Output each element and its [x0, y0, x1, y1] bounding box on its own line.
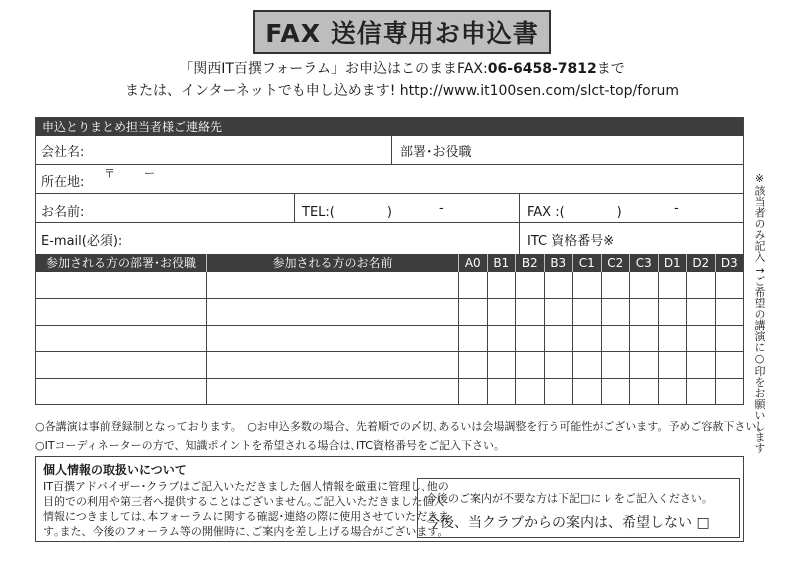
divider [36, 193, 743, 194]
session-C3: C3 [629, 254, 658, 272]
email-label: E-mail(必須): [41, 234, 123, 249]
session-D1: D1 [658, 254, 687, 272]
company-label: 会社名: [41, 145, 85, 160]
side-note-upper: ※該当者のみ記入 [753, 172, 766, 262]
privacy-title: 個人情報の取扱いについて [43, 463, 187, 477]
fax-number: 06-6458-7812 [487, 61, 597, 77]
grid-line [658, 272, 659, 404]
note-1: ○各講演は事前登録制となっております。 ○お申込多数の場合、先着順での〆切､あるいは会場調整を行う可能性がございます。予めご容赦下さい。 [35, 420, 768, 433]
privacy-line: す｡また、今後のフォーラム等の開催時に､ご案内を差し上げる場合がございます。 [43, 525, 449, 538]
note-2: ○ITコーディネーターの方で、知識ポイントを希望される場合は､ITC資格番号をご記入下さい。 [35, 439, 505, 452]
address-label: 所在地: [41, 175, 85, 190]
intro-prefix: 「関西IT百撰フォーラム」お申込はこのままFAX: [179, 61, 488, 77]
fax-label: FAX :( ) [527, 205, 622, 220]
tel-label: TEL:( ) [302, 205, 392, 220]
postal-mark: 〒 [104, 167, 115, 180]
side-note-lower: ↑ご希望の講演に○印をお願いします [753, 266, 766, 454]
department-label: 部署･お役職 [400, 145, 472, 160]
session-A0: A0 [458, 254, 487, 272]
grid-line [206, 272, 207, 404]
name-label: お名前: [41, 205, 85, 220]
fax-dash: - [674, 201, 679, 216]
table-row [36, 378, 743, 379]
tel-dash: - [439, 201, 444, 216]
contact-section-header: 申込とりまとめ担当者様ご連絡先 [36, 118, 743, 136]
divider [294, 193, 295, 222]
grid-line [629, 272, 630, 404]
grid-line [487, 272, 488, 404]
grid-line [686, 272, 687, 404]
opt-out-checkbox-label[interactable]: 今後、当クラブからの案内は、希望しない □ [426, 515, 710, 531]
grid-line [515, 272, 516, 404]
col-name-header: 参加される方のお名前 [206, 254, 458, 272]
privacy-line: 情報につきましては､本フォーラムに関する確認･連絡の際に使用させていただきま [43, 510, 450, 523]
privacy-line: IT百撰アドバイザー･クラブはご記入いただきました個人情報を厳重に管理し､他の [43, 480, 449, 493]
opt-out-instruction: 今後のご案内が不要な方は下記□に ﾚ をご記入ください。 [426, 492, 713, 505]
divider [519, 222, 520, 254]
participants-header [36, 254, 743, 272]
postal-dash: ー [144, 167, 155, 180]
grid-line [572, 272, 573, 404]
divider [391, 136, 392, 164]
table-row [36, 351, 743, 352]
table-row [36, 325, 743, 326]
session-C1: C1 [572, 254, 601, 272]
session-D2: D2 [686, 254, 715, 272]
intro-suffix: まで [596, 61, 625, 77]
session-B2: B2 [515, 254, 544, 272]
divider [519, 193, 520, 222]
grid-line [458, 272, 459, 404]
page-title: FAX 送信専用お申込書 [253, 10, 551, 54]
title-area [0, 10, 804, 54]
grid-line [715, 272, 716, 404]
divider [36, 164, 743, 165]
grid-line [601, 272, 602, 404]
itc-label: ITC 資格番号※ [527, 234, 615, 249]
privacy-box [35, 456, 744, 542]
session-B1: B1 [487, 254, 516, 272]
grid-line [544, 272, 545, 404]
privacy-line: 目的での利用や第三者へ提供することはございません｡ご記入いただきました個人 [43, 495, 445, 508]
col-dept-header: 参加される方の部署･お役職 [45, 256, 196, 270]
session-B3: B3 [544, 254, 573, 272]
intro-line-1 [0, 58, 804, 78]
table-row [36, 298, 743, 299]
session-C2: C2 [601, 254, 630, 272]
intro-line-2: または、インターネットでも申し込めます! http://www.it100sen.com/slct-top/forum [125, 83, 679, 99]
application-form [35, 117, 744, 405]
opt-out-box [417, 478, 740, 538]
divider [36, 222, 743, 223]
session-D3: D3 [715, 254, 744, 272]
